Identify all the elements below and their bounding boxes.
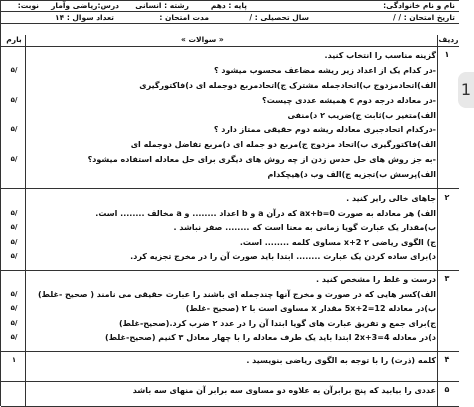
score-value: ۵/ bbox=[10, 289, 18, 298]
score-value: ۵/ bbox=[10, 223, 18, 232]
question-line: د)در معادله 2x+3=4 ابتدا باید یک طرف معادله را با چهار معادل ۳ کنیم (صحیح-غلط) bbox=[105, 333, 436, 343]
header-row-1 bbox=[1, 0, 459, 12]
score-value: ۵/ bbox=[10, 237, 18, 246]
score-value: ۵/ bbox=[10, 155, 18, 164]
question-line: -درکدام اتحادجبری معادله ریشه دوم حقیقی ممتاز دارد ؟ bbox=[213, 125, 436, 135]
score-value: ۵/ bbox=[10, 318, 18, 327]
question-line: جاهای خالی رایر کنید . bbox=[346, 194, 436, 203]
question-line: ج)برای جمع و تفریق عبارت های گویا ابتدا آن را در عدد ۲ ضرب کرد.(صحیح-غلط) bbox=[119, 318, 436, 328]
question-line: ب)در معادله 5x+2=12 مقدار x مساوی است با ۲ (صحیح -غلط) bbox=[185, 304, 436, 314]
question-line: ب)مقدار یک عبارت گویا زمانی به معنا است که ........ صفر نباشد . bbox=[173, 223, 436, 233]
school-year-label: سال تحصیلی : / bbox=[249, 13, 309, 22]
top-border bbox=[1, 0, 459, 1]
exam-date-label: تاریخ امتحان : / / bbox=[393, 13, 455, 22]
row-divider bbox=[1, 351, 459, 352]
row-divider bbox=[1, 381, 459, 382]
question-line: الف)کسر هایی که در صورت و مخرج آنها چندجمله ای باشند را عبارت حقیقی می نامند ( صحیح -غلط) bbox=[37, 289, 436, 299]
question-line: عددی را بیابید که پنج برابرآن به علاوه دو مساوی سه برابر آن منهای سه باشد bbox=[132, 386, 436, 395]
question-count-label: تعداد سوال : ۱۴ bbox=[55, 13, 114, 22]
score-value: ۵/ bbox=[10, 95, 18, 104]
score-value: ۱ bbox=[11, 356, 17, 364]
score-value: ۵/ bbox=[10, 252, 18, 261]
question-line: د)برای ساده کردن یک عبارت ........ ابتدا باید صورت آن را در مخرج تجزیه کرد. bbox=[130, 252, 436, 262]
field-label: رشته : انسانی bbox=[135, 1, 189, 10]
question-line: ج) الگوی ریاضی x+2 ۲ مساوی کلمه ........ است. bbox=[239, 237, 436, 247]
question-line: درست و غلط را مشخص کنید . bbox=[316, 275, 436, 284]
row-divider bbox=[1, 270, 459, 271]
score-value: ۵/ bbox=[10, 125, 18, 134]
question-line: -در معادله درجه دوم c همیشه عددی چیست؟ bbox=[262, 95, 436, 105]
question-line: الف)فاکتورگیری ب)اتحاد مزدوج ج)مربع دو جمله ای د)مربع تفاضل دوجمله ای bbox=[130, 140, 436, 150]
duration-label: مدت امتحان : bbox=[159, 13, 209, 22]
questions-table-head bbox=[1, 35, 459, 47]
question-line: کلمه (ذرت) را با توجه به الگوی ریاضی بنویسید . bbox=[246, 356, 436, 365]
score-value: ۵/ bbox=[10, 208, 18, 217]
header-row-2 bbox=[1, 12, 459, 24]
question-number: ۳ bbox=[444, 274, 450, 283]
score-value: ۵/ bbox=[10, 65, 18, 74]
shift-label: نوبت: bbox=[17, 1, 39, 10]
name-label: نام و نام خانوادگی: bbox=[383, 1, 455, 10]
score-value: ۵/ bbox=[10, 333, 18, 342]
question-line: الف)متغیر ب)ثابت ج)ضریب ۲ د)منفی bbox=[287, 110, 436, 120]
score-value: ۵/ bbox=[10, 304, 18, 313]
question-number: ۵ bbox=[444, 385, 450, 394]
row-column-header: ردیف bbox=[438, 35, 459, 44]
question-line: الف) هر معادله به صورت ax+b=0 که درآن a و b اعداد ........ و a مخالف ........ است. bbox=[95, 208, 436, 218]
question-line: -در کدام یک از اعداد زیر ریشه مضاعف محسوب میشود ؟ bbox=[213, 65, 436, 75]
question-number: ۴ bbox=[444, 355, 450, 364]
question-line: گزینه مناسب را انتخاب کنید. bbox=[324, 51, 436, 60]
question-number: ۱ bbox=[444, 50, 450, 59]
page-number-badge: 1 bbox=[458, 72, 474, 108]
grade-label: پایه : دهم bbox=[210, 1, 247, 10]
question-line: الف)پرسش ب)تجزیه ج)الف وب د)هیچکدام bbox=[267, 170, 436, 180]
question-number: ۲ bbox=[444, 193, 450, 202]
header-row-3 bbox=[1, 24, 459, 35]
subject-label: درس:ریاضی وآمار bbox=[51, 1, 119, 10]
question-line: الف)اتحادمزدوج ب)اتحادجمله مشترک ج)اتحادمربع دوجمله ای د)فاکتورگیری bbox=[139, 80, 436, 90]
question-line: -به جز روش های حل حدس زدن از چه روش های دیگری برای حل معادله استفاده میشود؟ bbox=[87, 155, 436, 165]
score-column-header: بارم bbox=[6, 35, 22, 44]
questions-column-header: « سوالات » bbox=[181, 35, 224, 44]
row-divider bbox=[1, 188, 459, 189]
